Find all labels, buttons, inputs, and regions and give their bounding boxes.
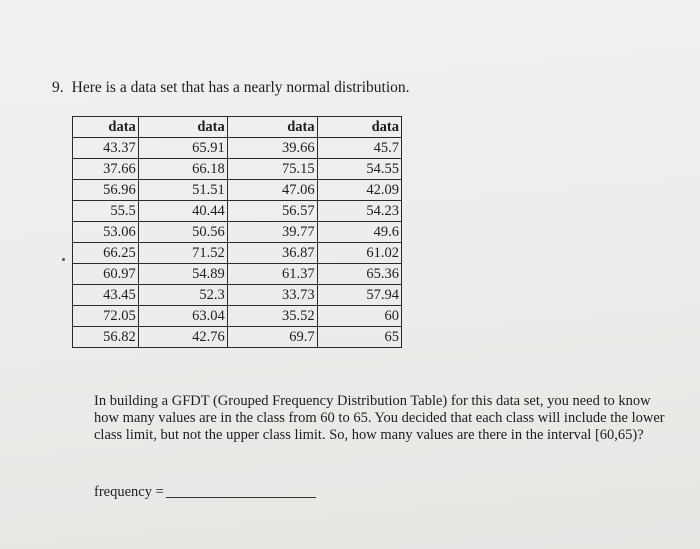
table-cell: 54.89 <box>138 264 227 285</box>
frequency-answer-line <box>94 484 316 501</box>
question-text: Here is a data set that has a nearly normal distribution. <box>71 79 410 96</box>
table-cell: 66.25 <box>73 243 139 264</box>
answer-blank[interactable] <box>166 497 316 498</box>
data-table <box>72 116 402 348</box>
table-row <box>73 327 402 348</box>
table-cell: 45.7 <box>317 138 401 159</box>
column-header: data <box>138 117 227 138</box>
table-cell: 49.6 <box>317 222 401 243</box>
table-cell: 57.94 <box>317 285 401 306</box>
table-cell: 55.5 <box>73 201 139 222</box>
table-cell: 54.55 <box>317 159 401 180</box>
table-cell: 51.51 <box>138 180 227 201</box>
table-row <box>73 264 402 285</box>
table-cell: 35.52 <box>227 306 317 327</box>
table-cell: 66.18 <box>138 159 227 180</box>
table-cell: 65 <box>317 327 401 348</box>
table-cell: 60.97 <box>73 264 139 285</box>
table-cell: 40.44 <box>138 201 227 222</box>
table-row <box>73 306 402 327</box>
table-cell: 60 <box>317 306 401 327</box>
table-cell: 42.09 <box>317 180 401 201</box>
column-header: data <box>227 117 317 138</box>
table-row <box>73 222 402 243</box>
table-cell: 71.52 <box>138 243 227 264</box>
table-cell: 42.76 <box>138 327 227 348</box>
table-cell: 65.91 <box>138 138 227 159</box>
table-cell: 53.06 <box>73 222 139 243</box>
question-header <box>52 79 410 97</box>
table-cell: 61.37 <box>227 264 317 285</box>
frequency-label: frequency = <box>94 484 164 500</box>
table-cell: 52.3 <box>138 285 227 306</box>
table-cell: 56.96 <box>73 180 139 201</box>
question-number: 9. <box>52 79 64 96</box>
table-cell: 33.73 <box>227 285 317 306</box>
table-cell: 43.37 <box>73 138 139 159</box>
table-row <box>73 180 402 201</box>
table-row <box>73 243 402 264</box>
table-cell: 37.66 <box>73 159 139 180</box>
table-cell: 36.87 <box>227 243 317 264</box>
table-cell: 63.04 <box>138 306 227 327</box>
table-cell: 43.45 <box>73 285 139 306</box>
table-cell: 72.05 <box>73 306 139 327</box>
table-cell: 65.36 <box>317 264 401 285</box>
question-paragraph: In building a GFDT (Grouped Frequency Distribution Table) for this data set, you need to know how many values are in the class from 60 to 65. You decided that each class will include the lower class limit, but not the upper class limit. So, how many values are there in the interval [60,65)? <box>94 393 665 443</box>
table-row <box>73 285 402 306</box>
table-cell: 61.02 <box>317 243 401 264</box>
table-cell: 69.7 <box>227 327 317 348</box>
table-cell: 47.06 <box>227 180 317 201</box>
column-header: data <box>73 117 139 138</box>
table-cell: 50.56 <box>138 222 227 243</box>
table-cell: 56.57 <box>227 201 317 222</box>
table-row <box>73 159 402 180</box>
table-cell: 39.66 <box>227 138 317 159</box>
table-cell: 54.23 <box>317 201 401 222</box>
table-row <box>73 201 402 222</box>
table-cell: 56.82 <box>73 327 139 348</box>
table-header-row <box>73 117 402 138</box>
stray-mark <box>62 258 65 261</box>
table-row <box>73 138 402 159</box>
table-cell: 39.77 <box>227 222 317 243</box>
column-header: data <box>317 117 401 138</box>
table-cell: 75.15 <box>227 159 317 180</box>
